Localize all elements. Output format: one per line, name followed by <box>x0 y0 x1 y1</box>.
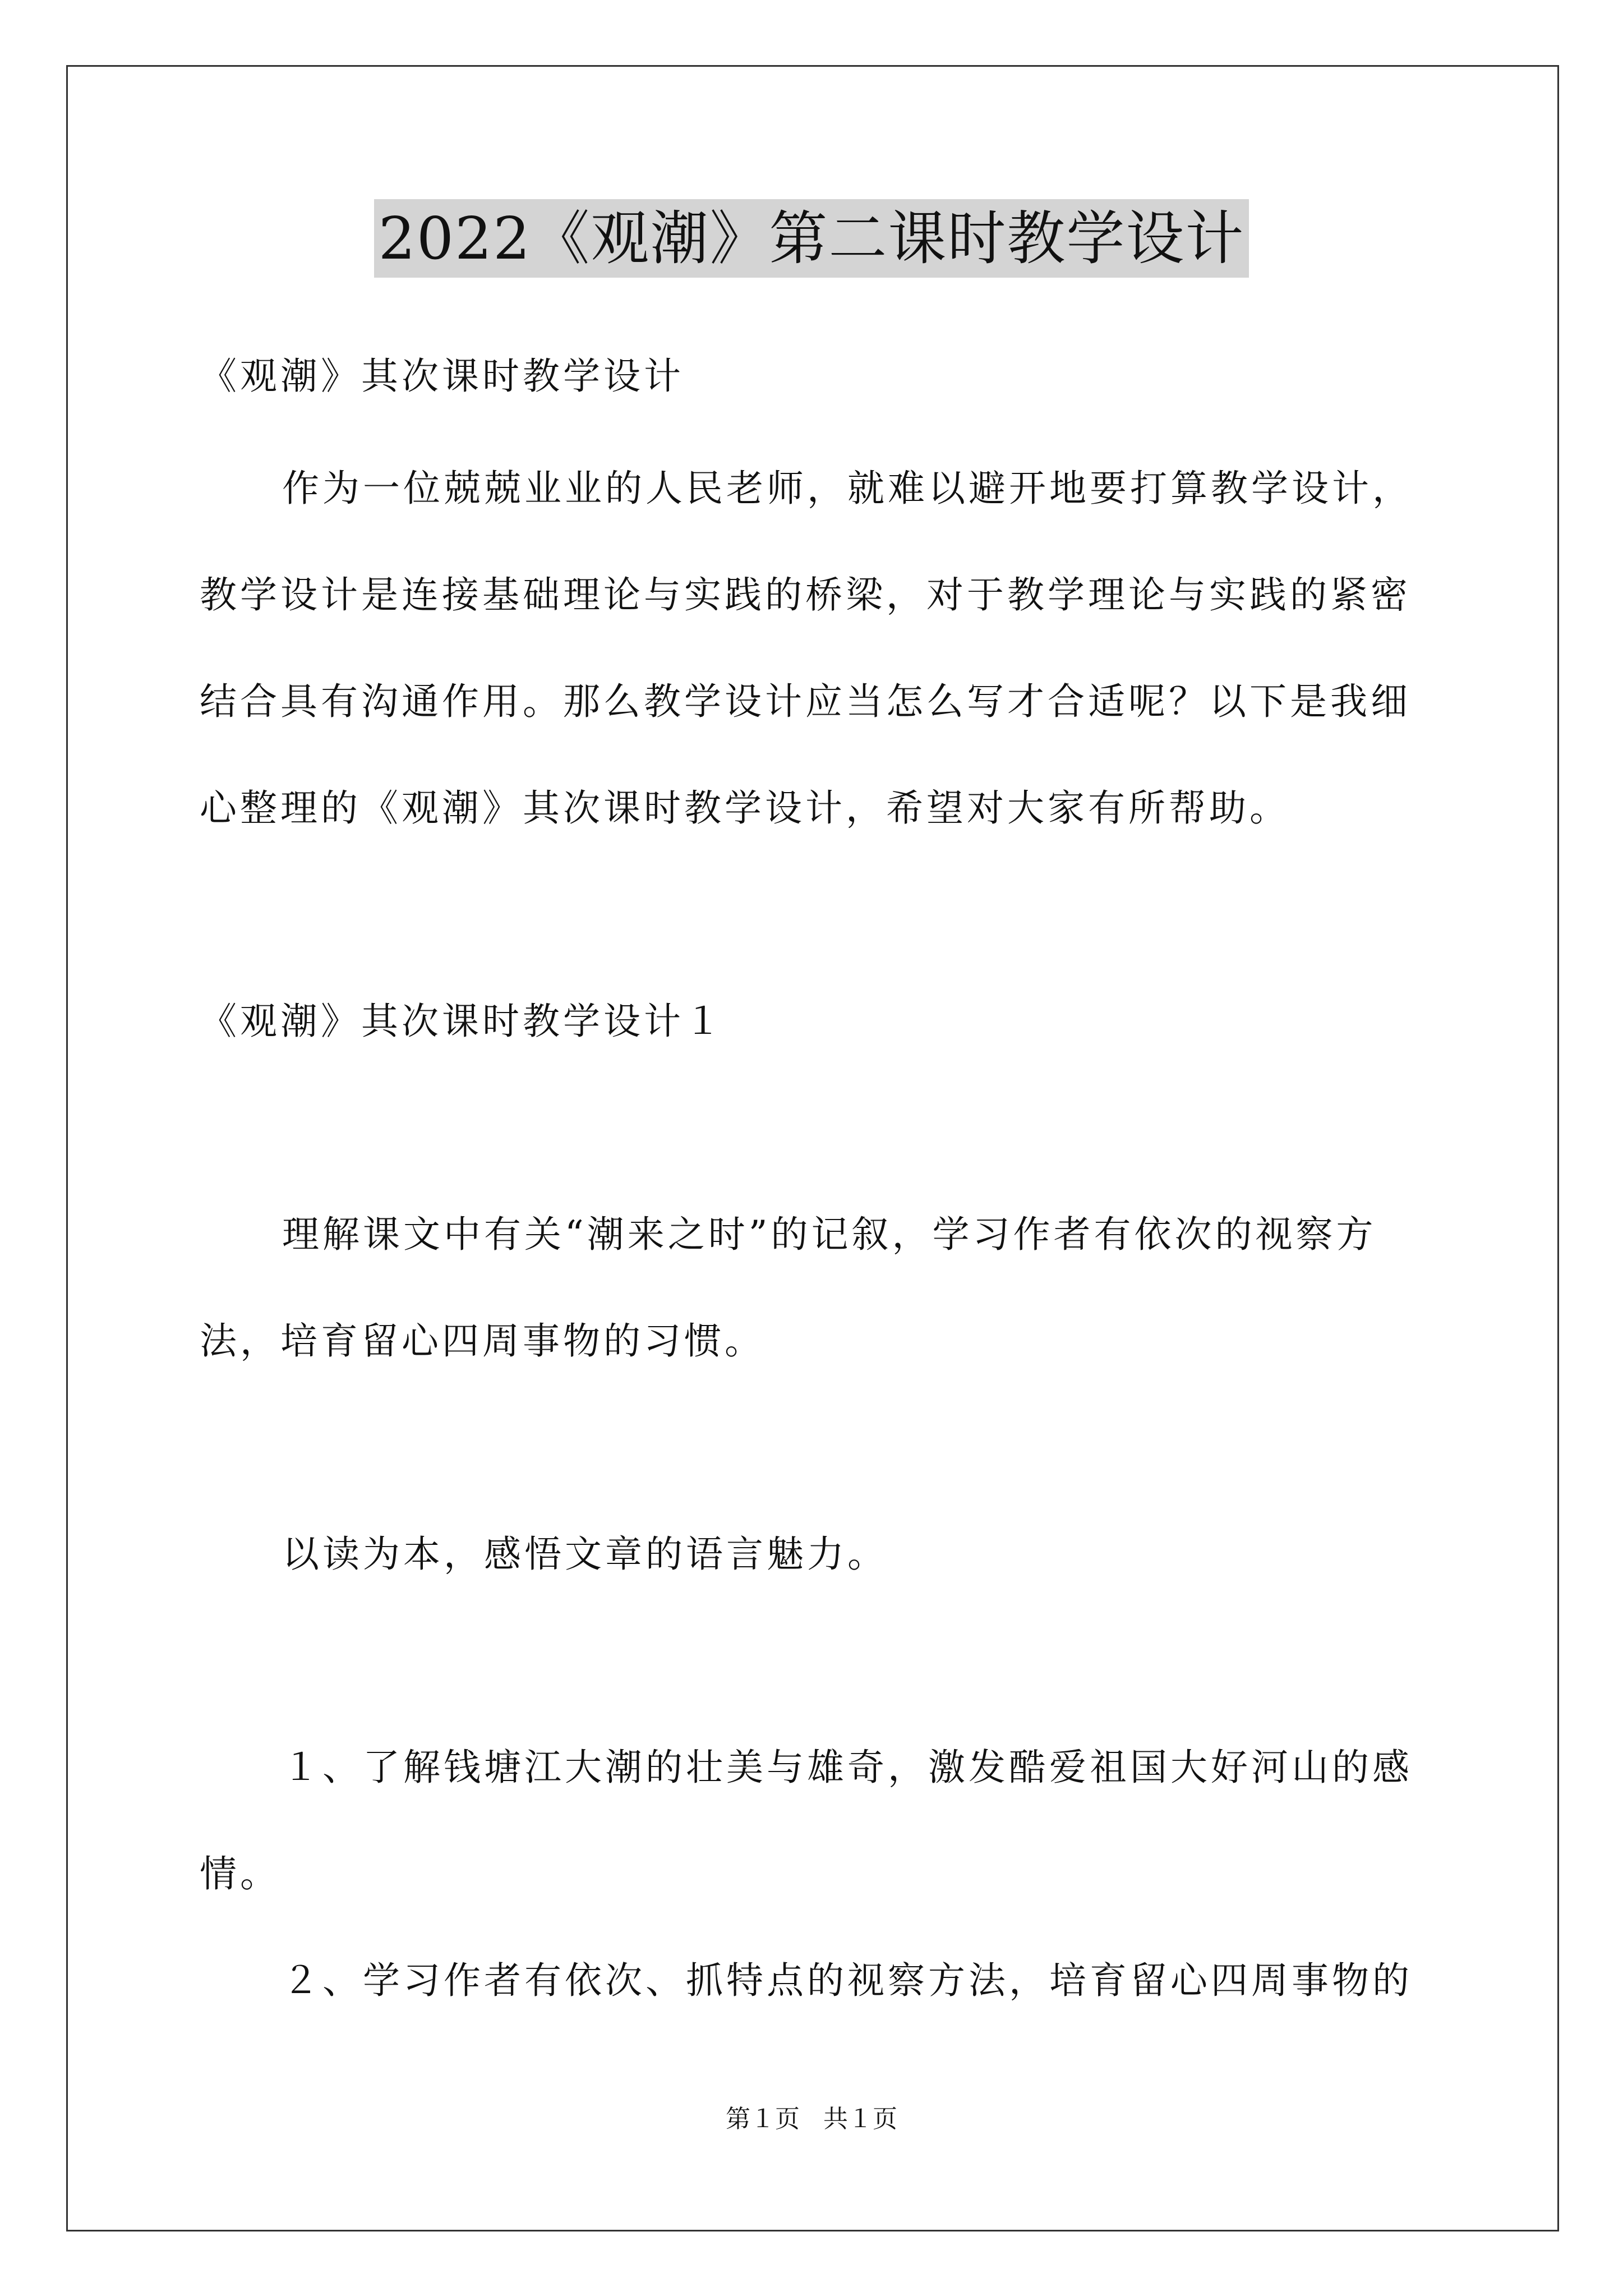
document-title: 2022《观潮》第二课时教学设计 <box>374 199 1249 278</box>
page-footer <box>0 2102 1623 2136</box>
paragraph-line: 心整理的《观潮》其次课时教学设计，希望对大家有所帮助。 <box>200 786 1290 830</box>
paragraph-line: 作为一位兢兢业业的人民老师，就难以避开地要打算教学设计， <box>282 467 1413 510</box>
list-item-line: １、了解钱塘江大潮的壮美与雄奇，激发酷爱祖国大好河山的感 <box>282 1746 1413 1789</box>
paragraph-line: 以读为本，感悟文章的语言魅力。 <box>282 1533 888 1576</box>
list-item-line: 情。 <box>200 1852 280 1895</box>
paragraph-line: 教学设计是连接基础理论与实践的桥梁，对于教学理论与实践的紧密 <box>200 573 1411 616</box>
page-total: 共１页 <box>823 2105 897 2133</box>
subtitle-line: 《观潮》其次课时教学设计 <box>200 355 684 398</box>
title-container <box>0 199 1623 278</box>
paragraph-line: 结合具有沟通作用。那么教学设计应当怎么写才合适呢？以下是我细 <box>200 680 1411 723</box>
paragraph-line: 理解课文中有关“潮来之时”的记叙，学习作者有依次的视察方 <box>282 1213 1377 1256</box>
paragraph-line: 法，培育留心四周事物的习惯。 <box>200 1319 765 1363</box>
page-number: 第１页 <box>726 2105 800 2133</box>
section-heading: 《观潮》其次课时教学设计１ <box>200 1000 725 1043</box>
list-item-line: ２、学习作者有依次、抓特点的视察方法，培育留心四周事物的 <box>282 1959 1413 2002</box>
